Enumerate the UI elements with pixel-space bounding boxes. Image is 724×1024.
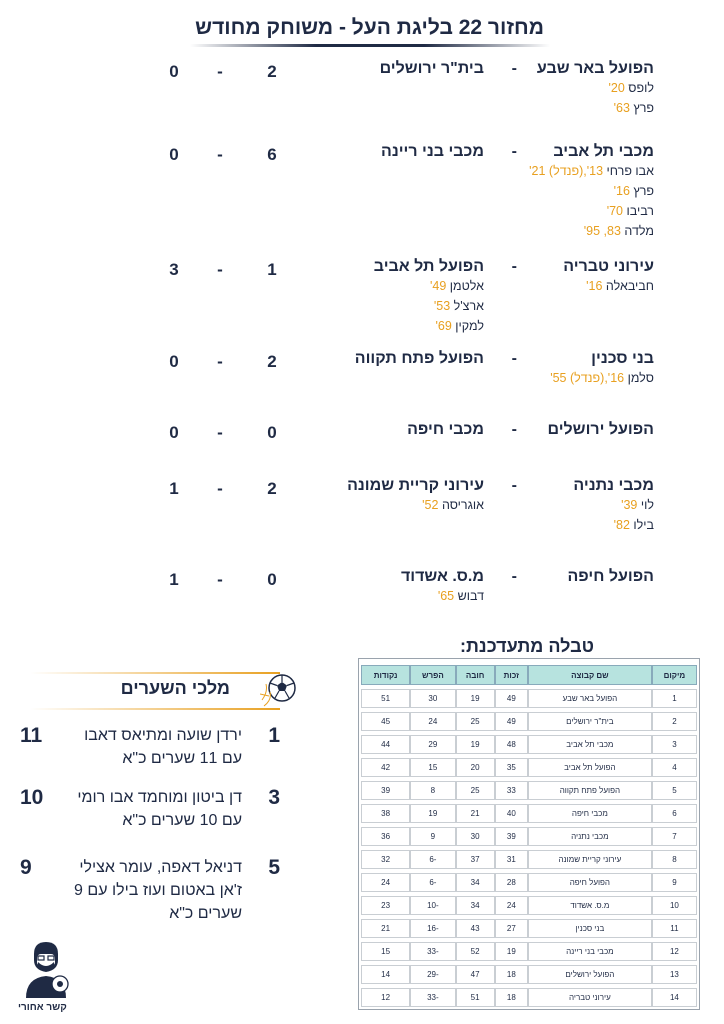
away-score: 1 — [169, 479, 179, 498]
scorer-goals: 10 — [20, 786, 44, 809]
table-cell: 49 — [495, 712, 528, 731]
table-cell: 3 — [652, 735, 697, 754]
goal-minutes: 39' — [621, 498, 638, 512]
table-cell: 48 — [495, 735, 528, 754]
column-header: חובה — [456, 665, 495, 685]
scorer-line — [422, 495, 484, 515]
scorer-name: אבו פרחי — [606, 164, 654, 178]
goal-minutes: 49' — [430, 279, 447, 293]
scorer-line — [430, 276, 484, 296]
table-cell: 11 — [652, 919, 697, 938]
home-team: הפועל באר שבע — [536, 60, 654, 77]
table-cell: 21 — [361, 919, 410, 938]
home-score: 6 — [267, 145, 277, 164]
table-cell: 42 — [361, 758, 410, 777]
table-cell: 13 — [652, 965, 697, 984]
scorer-name: פרץ — [633, 101, 654, 115]
table-cell: 23 — [361, 896, 410, 915]
scorer-line — [438, 586, 484, 606]
table-row — [361, 735, 697, 754]
column-header: מיקום — [652, 665, 697, 685]
away-score: 0 — [169, 145, 179, 164]
table-cell: -29 — [410, 965, 455, 984]
away-team: מכבי חיפה — [407, 421, 484, 438]
table-cell: בני סכנין — [528, 919, 652, 938]
table-cell: 39 — [495, 827, 528, 846]
goal-minutes: 16' — [586, 279, 603, 293]
table-cell: 14 — [361, 965, 410, 984]
table-cell: 24 — [410, 712, 455, 731]
goal-minutes: 20' — [608, 81, 625, 95]
vs-dash: - — [511, 477, 517, 494]
table-cell: מ.ס. אשדוד — [528, 896, 652, 915]
home-scorers — [550, 368, 654, 388]
scorer-line — [550, 368, 654, 388]
scorer-line — [529, 181, 654, 201]
table-cell: 35 — [495, 758, 528, 777]
scorer-line — [609, 98, 654, 118]
table-cell: 25 — [456, 712, 495, 731]
away-scorers — [422, 495, 484, 515]
header-line-bottom — [30, 708, 280, 710]
scorer-name: בילו — [633, 518, 654, 532]
goal-minutes: 82' — [613, 518, 630, 532]
table-cell: מכבי בני ריינה — [528, 942, 652, 961]
scorer-line — [529, 161, 654, 181]
table-title: טבלה מתעדכנת: — [460, 636, 594, 656]
table-cell: 18 — [495, 965, 528, 984]
table-row — [361, 689, 697, 708]
table-cell: 2 — [652, 712, 697, 731]
home-team: הפועל חיפה — [567, 568, 654, 585]
home-scorers — [529, 161, 654, 241]
table-cell: 5 — [652, 781, 697, 800]
table-row — [361, 712, 697, 731]
scorer-line — [529, 201, 654, 221]
table-cell: 34 — [456, 873, 495, 892]
table-cell: 21 — [456, 804, 495, 823]
table-row — [361, 758, 697, 777]
score-separator: - — [217, 62, 223, 81]
away-scorers — [430, 276, 484, 336]
table-cell: 30 — [456, 827, 495, 846]
table-cell: 8 — [410, 781, 455, 800]
home-score: 2 — [267, 479, 277, 498]
table-body — [361, 689, 697, 1007]
table-cell: עירוני טבריה — [528, 988, 652, 1007]
table-cell: 20 — [456, 758, 495, 777]
table-cell: 45 — [361, 712, 410, 731]
away-score: 1 — [169, 570, 179, 589]
table-cell: -33 — [410, 942, 455, 961]
goal-minutes: 53' — [433, 299, 451, 313]
table-cell: 1 — [652, 689, 697, 708]
table-cell: 43 — [456, 919, 495, 938]
goal-minutes: 16' — [613, 184, 630, 198]
away-score: 0 — [169, 352, 179, 371]
away-score: 0 — [169, 423, 179, 442]
table-cell: -6 — [410, 850, 455, 869]
table-cell: הפועל ירושלים — [528, 965, 652, 984]
scorer-line — [430, 316, 484, 336]
away-scorers — [438, 586, 484, 606]
away-team: הפועל פתח תקווה — [354, 350, 484, 367]
table-cell: 36 — [361, 827, 410, 846]
table-row — [361, 896, 697, 915]
table-row — [361, 942, 697, 961]
home-team: הפועל ירושלים — [547, 421, 654, 438]
home-score: 0 — [267, 423, 277, 442]
table-cell: 49 — [495, 689, 528, 708]
table-cell: עירוני קריית שמונה — [528, 850, 652, 869]
table-cell: -33 — [410, 988, 455, 1007]
vs-dash: - — [511, 421, 517, 438]
table-cell: 38 — [361, 804, 410, 823]
table-row — [361, 850, 697, 869]
table-cell: 6 — [652, 804, 697, 823]
table-cell: 14 — [652, 988, 697, 1007]
scorer-rank: 5 — [268, 856, 280, 879]
scorer-names: ירדן שועה ומתיאס דאבו עם 11 שערים כ"א — [84, 727, 242, 767]
score-separator: - — [217, 479, 223, 498]
away-score: 3 — [169, 260, 179, 279]
table-cell: -10 — [410, 896, 455, 915]
away-score: 0 — [169, 62, 179, 81]
table-cell: 34 — [456, 896, 495, 915]
table-cell: בית"ר ירושלים — [528, 712, 652, 731]
column-header: נקודות — [361, 665, 410, 685]
top-scorers-header — [30, 670, 300, 710]
table-row — [361, 988, 697, 1007]
scorer-goals: 11 — [20, 724, 43, 747]
table-cell: 7 — [652, 827, 697, 846]
scorer-goals: 9 — [20, 856, 32, 879]
table-cell: 40 — [495, 804, 528, 823]
table-row — [361, 781, 697, 800]
table-cell: הפועל חיפה — [528, 873, 652, 892]
scorer-names: דן ביטון ומוחמד אבו רומי עם 10 שערים כ"א — [77, 789, 242, 829]
top-scorers-title: מלכי השערים — [120, 678, 230, 698]
table-cell: 24 — [495, 896, 528, 915]
table-cell: 9 — [410, 827, 455, 846]
table-cell: 18 — [495, 988, 528, 1007]
title-underline — [190, 44, 550, 47]
brand-name: קשר אחורי — [18, 1002, 67, 1013]
header-line-top — [30, 672, 280, 674]
goal-minutes: 13',(פנדל) 21' — [529, 164, 604, 178]
table-cell: 12 — [652, 942, 697, 961]
vs-dash: - — [511, 60, 517, 77]
scorer-name: דבוש — [457, 589, 484, 603]
table-row — [361, 965, 697, 984]
standings-table-frame — [358, 658, 700, 1010]
away-team: מכבי בני ריינה — [381, 143, 484, 160]
page-title: מחזור 22 בליגת העל - משוחק מחודש — [195, 16, 544, 39]
away-team: הפועל תל אביב — [373, 258, 484, 275]
scorer-name: פרץ — [633, 184, 654, 198]
home-score: 1 — [267, 260, 277, 279]
table-cell: מכבי נתניה — [528, 827, 652, 846]
goal-minutes: 65' — [437, 589, 455, 603]
table-row — [361, 804, 697, 823]
scorer-line — [586, 276, 654, 296]
table-cell: 10 — [652, 896, 697, 915]
table-cell: 9 — [652, 873, 697, 892]
home-team: בני סכנין — [591, 350, 654, 367]
scorer-name: מלדה — [624, 224, 654, 238]
table-cell: 19 — [456, 689, 495, 708]
home-scorers — [614, 495, 654, 535]
scorer-line — [609, 78, 654, 98]
scorer-line — [430, 296, 484, 316]
home-score: 0 — [267, 570, 277, 589]
goal-minutes: 70' — [606, 204, 623, 218]
table-cell: הפועל פתח תקווה — [528, 781, 652, 800]
scorer-name: ארצ'ל — [453, 299, 484, 313]
table-cell: 51 — [361, 689, 410, 708]
table-cell: 30 — [410, 689, 455, 708]
scorer-name: למקין — [455, 319, 484, 333]
goal-minutes: 63' — [613, 101, 630, 115]
table-cell: 32 — [361, 850, 410, 869]
table-cell: 39 — [361, 781, 410, 800]
scorer-names: דניאל דאפה, עומר אצילי ז'אן באטום ועוז בילו עם 9 שערים כ"א — [74, 859, 242, 922]
table-cell: 29 — [410, 735, 455, 754]
table-cell: 31 — [495, 850, 528, 869]
column-header: זכות — [495, 665, 528, 685]
vs-dash: - — [511, 568, 517, 585]
table-cell: 4 — [652, 758, 697, 777]
scorer-name: אוגריסה — [441, 498, 484, 512]
table-cell: 27 — [495, 919, 528, 938]
goal-minutes: 52' — [422, 498, 439, 512]
table-cell: 37 — [456, 850, 495, 869]
standings-table — [361, 661, 697, 1011]
score-separator: - — [217, 570, 223, 589]
home-team: מכבי תל אביב — [553, 143, 654, 160]
away-team: עירוני קריית שמונה — [347, 477, 484, 494]
vs-dash: - — [511, 258, 517, 275]
goal-minutes: 83, 95' — [583, 224, 621, 238]
table-cell: 8 — [652, 850, 697, 869]
table-row — [361, 919, 697, 938]
table-cell: 44 — [361, 735, 410, 754]
vs-dash: - — [511, 350, 517, 367]
table-header-row — [361, 665, 697, 685]
column-header: שם קבוצה — [528, 665, 652, 685]
table-cell: מכבי חיפה — [528, 804, 652, 823]
table-cell: 25 — [456, 781, 495, 800]
score-separator: - — [217, 352, 223, 371]
scorer-rank: 3 — [268, 786, 280, 809]
home-team: מכבי נתניה — [573, 477, 654, 494]
home-scorers — [609, 78, 654, 118]
home-score: 2 — [267, 62, 277, 81]
scorer-rank: 1 — [268, 724, 280, 747]
table-cell: 51 — [456, 988, 495, 1007]
scorer-name: סלמן — [627, 371, 654, 385]
table-cell: 28 — [495, 873, 528, 892]
table-cell: 47 — [456, 965, 495, 984]
table-cell: 12 — [361, 988, 410, 1007]
home-team: עירוני טבריה — [563, 258, 654, 275]
table-cell: -6 — [410, 873, 455, 892]
soccer-ball-icon — [260, 670, 300, 710]
table-cell: 19 — [495, 942, 528, 961]
goal-minutes: 16',(פנדל) 55' — [550, 371, 625, 385]
table-row — [361, 827, 697, 846]
scorer-name: אלטמן — [449, 279, 484, 293]
home-score: 2 — [267, 352, 277, 371]
scorer-line — [614, 495, 654, 515]
brand-logo-icon — [20, 940, 72, 1000]
table-cell: 15 — [410, 758, 455, 777]
scorer-name: לוי — [640, 498, 654, 512]
table-cell: מכבי תל אביב — [528, 735, 652, 754]
scorer-line — [614, 515, 654, 535]
table-cell: 33 — [495, 781, 528, 800]
scorer-name: חביבאלה — [605, 279, 654, 293]
table-cell: 15 — [361, 942, 410, 961]
scorer-name: רביבו — [626, 204, 654, 218]
table-cell: 19 — [410, 804, 455, 823]
scorer-line — [529, 221, 654, 241]
score-separator: - — [217, 260, 223, 279]
score-separator: - — [217, 423, 223, 442]
table-cell: -16 — [410, 919, 455, 938]
goal-minutes: 69' — [435, 319, 452, 333]
home-scorers — [586, 276, 654, 296]
away-team: מ.ס. אשדוד — [400, 568, 484, 585]
table-cell: 24 — [361, 873, 410, 892]
away-team: בית"ר ירושלים — [379, 60, 484, 77]
table-cell: הפועל באר שבע — [528, 689, 652, 708]
table-cell: 52 — [456, 942, 495, 961]
scorer-name: לופס — [628, 81, 654, 95]
table-row — [361, 873, 697, 892]
table-cell: הפועל תל אביב — [528, 758, 652, 777]
vs-dash: - — [511, 143, 517, 160]
score-separator: - — [217, 145, 223, 164]
table-cell: 19 — [456, 735, 495, 754]
column-header: הפרש — [410, 665, 455, 685]
